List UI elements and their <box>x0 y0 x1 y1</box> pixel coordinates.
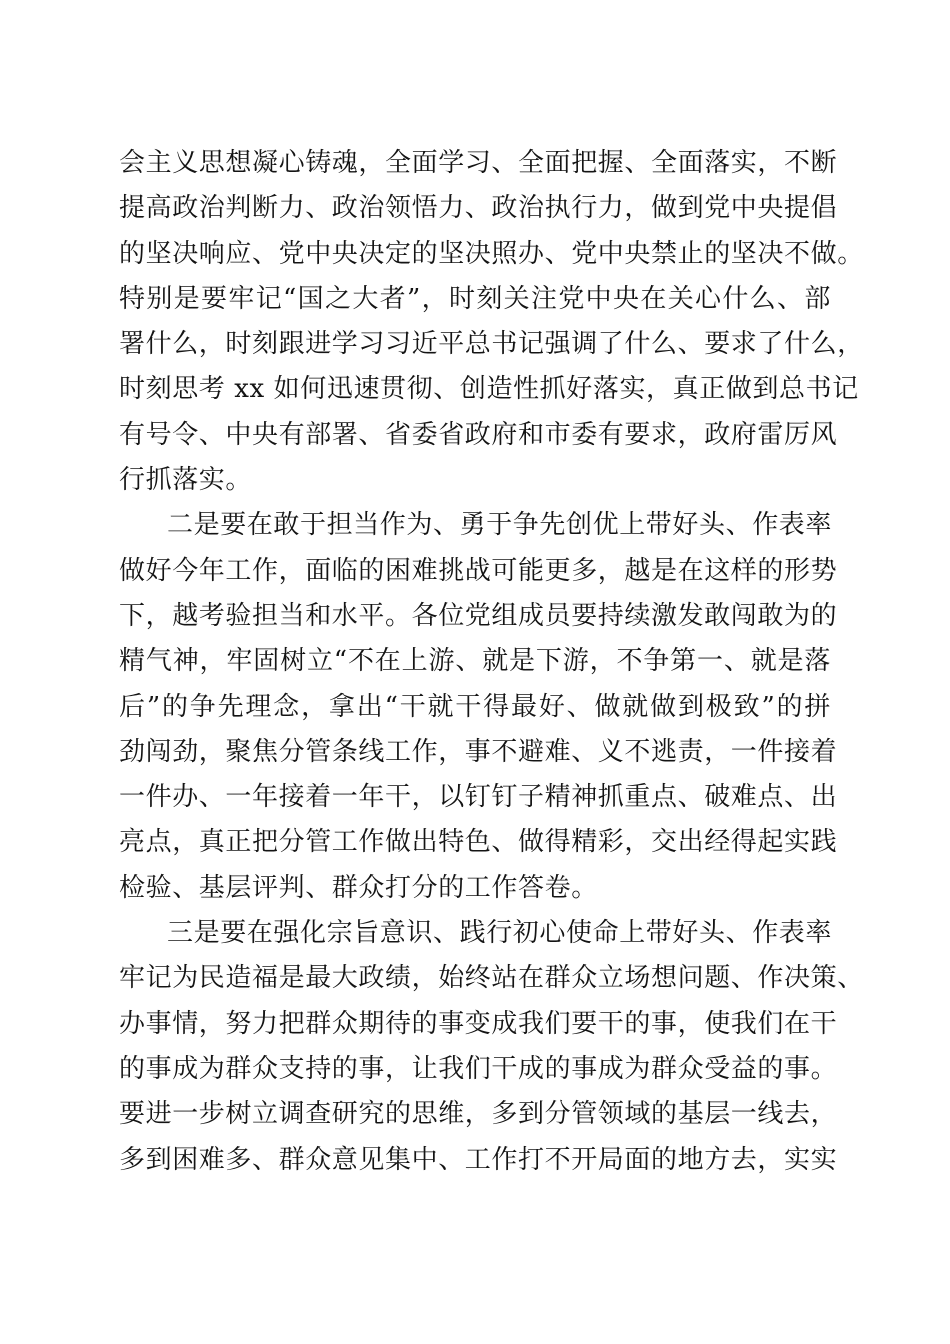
text-line: 后”的争先理念，拿出“干就干得最好、做就做到极致”的拼 <box>119 691 831 722</box>
text-line: 办事情，努力把群众期待的事变成我们要干的事，使我们在干 <box>119 1008 838 1039</box>
body-text <box>119 141 864 1183</box>
text-line: 检验、基层评判、群众打分的工作答卷。 <box>119 872 598 903</box>
text-line: 做好今年工作，面临的困难挑战可能更多，越是在这样的形势 <box>119 555 838 586</box>
text-line: 要进一步树立调查研究的思维，多到分管领域的基层一线去， <box>119 1099 838 1130</box>
text-line: 提高政治判断力、政治领悟力、政治执行力，做到党中央提倡 <box>119 193 838 224</box>
text-line: 有号令、中央有部署、省委省政府和市委有要求，政府雷厉风 <box>119 419 838 450</box>
paragraph-heading-3: 三是要在强化宗旨意识、践行初心使命上带好头、作表率 <box>167 918 833 949</box>
text-line: 牢记为民造福是最大政绩，始终站在群众立场想问题、作决策、 <box>119 963 864 994</box>
text-line: 署什么，时刻跟进学习习近平总书记强调了什么、要求了什么， <box>119 329 864 360</box>
text-line: 劲闯劲，聚焦分管条线工作，事不避难、义不逃责，一件接着 <box>119 736 838 767</box>
text-line: 亮点，真正把分管工作做出特色、做得精彩，交出经得起实践 <box>119 827 838 858</box>
text-line: 的坚决响应、党中央决定的坚决照办、党中央禁止的坚决不做。 <box>119 238 864 269</box>
text-line: 一件办、一年接着一年干，以钉钉子精神抓重点、破难点、出 <box>119 782 838 813</box>
text-line: 下，越考验担当和水平。各位党组成员要持续激发敢闯敢为的 <box>119 600 838 631</box>
text-line: 行抓落实。 <box>119 465 253 496</box>
text-line: 会主义思想凝心铸魂，全面学习、全面把握、全面落实，不断 <box>119 148 838 178</box>
text-line: 的事成为群众支持的事，让我们干成的事成为群众受益的事。 <box>119 1053 838 1084</box>
text-line: 时刻思考 xx 如何迅速贯彻、创造性抓好落实，真正做到总书记 <box>119 374 859 405</box>
text-line: 特别是要牢记“国之大者”，时刻关注党中央在关心什么、部 <box>119 283 831 314</box>
text-line: 精气神，牢固树立“不在上游、就是下游，不争第一、就是落 <box>119 646 831 677</box>
paragraph-heading-2: 二是要在敢于担当作为、勇于争先创优上带好头、作表率 <box>167 510 833 541</box>
text-line: 多到困难多、群众意见集中、工作打不开局面的地方去，实实 <box>119 1144 838 1175</box>
